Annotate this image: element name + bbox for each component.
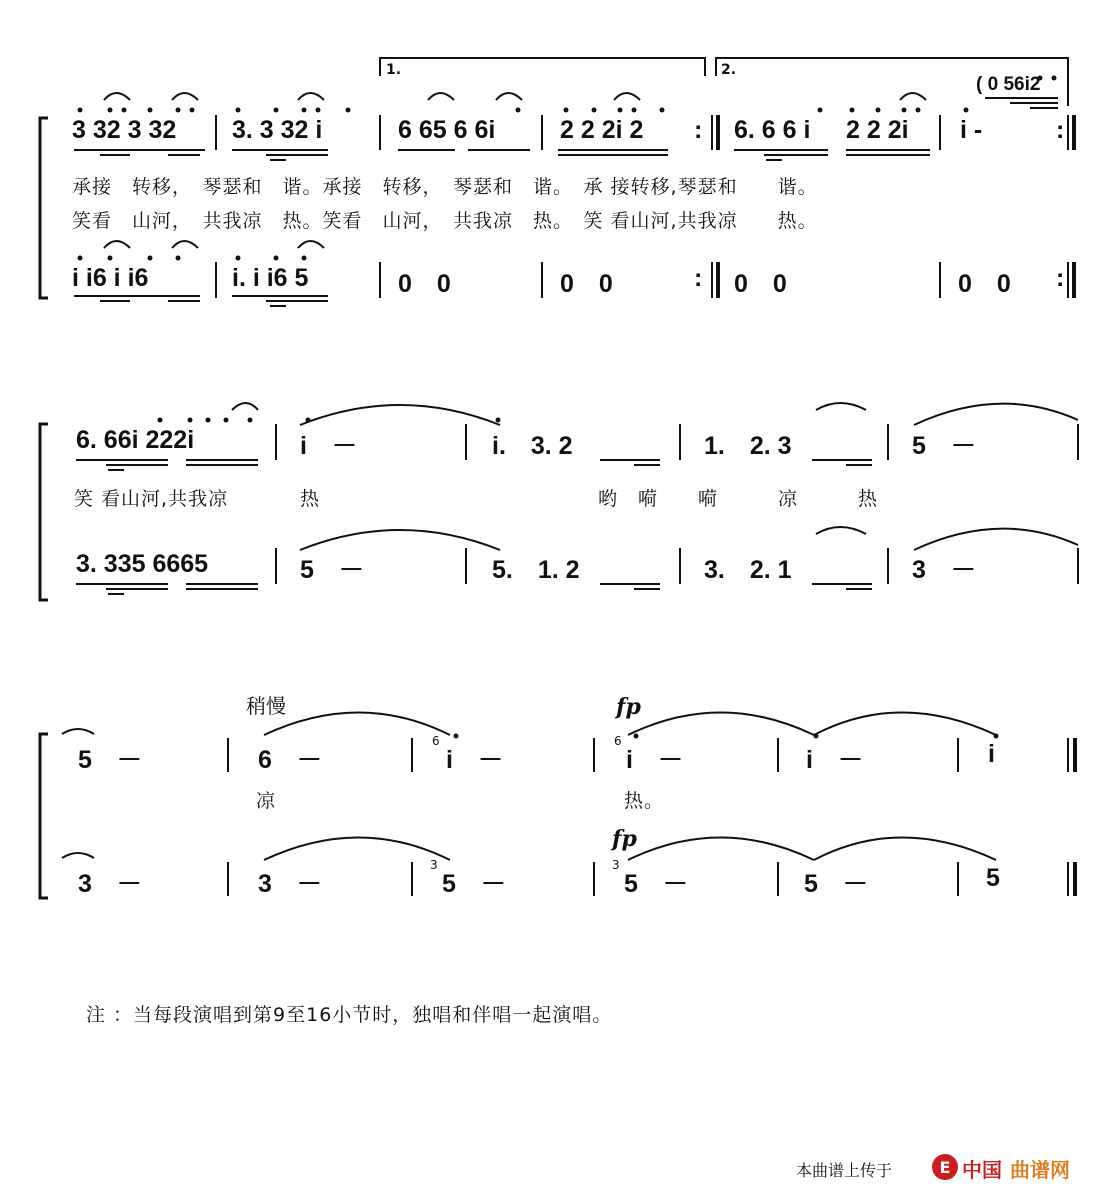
s3-grace-upper-1: 6 <box>432 734 440 748</box>
dynamic-fp-upper: fp <box>616 694 641 720</box>
s1-upper-m3: 6 65 6 6i <box>398 116 496 144</box>
s2-lower-m1: 3. 335 6665 <box>76 550 209 578</box>
s1-lower-repeat-colon-2: : <box>1056 264 1065 292</box>
s1-upper-m2: 3. 3 32 i <box>232 116 323 144</box>
s3-grace-lower-2: 3 <box>612 858 620 872</box>
performance-note: 注 ：当每段演唱到第9至16小节时，独唱和伴唱一起演唱。 <box>86 1004 613 1026</box>
s3-upper-m2: 6 － <box>258 746 322 774</box>
s2-upper-m5: 5 － <box>912 432 976 460</box>
s1-upper-m5b: 2 2 2i <box>846 116 909 144</box>
s3-lower-m2: 3 － <box>258 870 322 898</box>
volta-first-label: 1. <box>386 62 402 78</box>
s2-lower-m5: 3 － <box>912 556 976 584</box>
s1-lower-m5: 0 0 <box>734 270 787 298</box>
s2-lower-m3: 5. 1. 2 <box>492 556 580 584</box>
s3-upper-m1: 5 － <box>78 746 142 774</box>
site-logo-mark: E <box>939 1158 951 1177</box>
s3-grace-upper-2: 6 <box>614 734 622 748</box>
s2-lyrics-b: 热 <box>300 488 321 510</box>
s1-lower-m2: i. i i6 5 <box>232 264 309 292</box>
s3-lower-m4: 5 － <box>624 870 688 898</box>
s2-upper-m3: i. 3. 2 <box>492 432 573 460</box>
s3-lyric-1: 凉 <box>256 790 277 812</box>
pickup-notes: ( 0 56i2 <box>976 74 1041 95</box>
s3-lyric-2: 热。 <box>624 790 665 812</box>
s3-upper-m3: i － <box>446 746 503 774</box>
s1-lower-m6: 0 0 <box>958 270 1011 298</box>
s1-upper-m1: 3 32 3 32 <box>72 116 177 144</box>
s1-lyrics-verse1: 承接 转移， 琴瑟和 谐。承接 转移， 琴瑟和 谐。 承 接转移,琴瑟和 谐。 <box>72 176 818 198</box>
dynamic-fp-lower: fp <box>612 826 637 852</box>
s3-upper-m4: i － <box>626 746 683 774</box>
upload-credit: 本曲谱上传于 <box>796 1161 893 1180</box>
s2-lyrics-c: 哟 嗬 嗬 凉 热 <box>598 488 879 510</box>
s1-upper-m4: 2 2 2i 2 <box>560 116 644 144</box>
s3-grace-lower-1: 3 <box>430 858 438 872</box>
s3-upper-m5: i － <box>806 746 863 774</box>
s1-repeat-colon-1: : <box>694 116 703 144</box>
s2-upper-m1: 6. 66i 222i <box>76 426 195 454</box>
s3-lower-m1: 3 － <box>78 870 142 898</box>
s2-lower-m2: 5 － <box>300 556 364 584</box>
s2-lower-m4: 3. 2. 1 <box>704 556 792 584</box>
s3-lower-m6: 5 <box>986 864 1000 892</box>
s1-lower-m3: 0 0 <box>398 270 451 298</box>
brand-name-part1: 中国 <box>962 1158 1002 1182</box>
tempo-marking: 稍慢 <box>246 694 286 718</box>
s3-upper-m6: i <box>988 740 995 768</box>
s2-upper-m2: i － <box>300 432 357 460</box>
s3-lower-m3: 5 － <box>442 870 506 898</box>
site-logo-icon <box>930 1152 960 1182</box>
s2-lyrics-a: 笑 看山河,共我凉 <box>74 488 229 510</box>
volta-second-label: 2. <box>721 62 737 78</box>
s1-lower-m4: 0 0 <box>560 270 613 298</box>
s1-repeat-colon-2: : <box>1056 116 1065 144</box>
s1-upper-m6: i - <box>960 116 983 144</box>
s3-lower-m5: 5 － <box>804 870 868 898</box>
s2-upper-m4: 1. 2. 3 <box>704 432 792 460</box>
s1-lower-repeat-colon-1: : <box>694 264 703 292</box>
brand-name-part2: 曲谱网 <box>1010 1158 1070 1182</box>
s1-lyrics-verse2: 笑看 山河， 共我凉 热。笑看 山河， 共我凉 热。 笑 看山河,共我凉 热。 <box>72 210 818 232</box>
s1-upper-m5: 6. 6 6 i <box>734 116 811 144</box>
s1-lower-m1: i i6 i i6 <box>72 264 149 292</box>
